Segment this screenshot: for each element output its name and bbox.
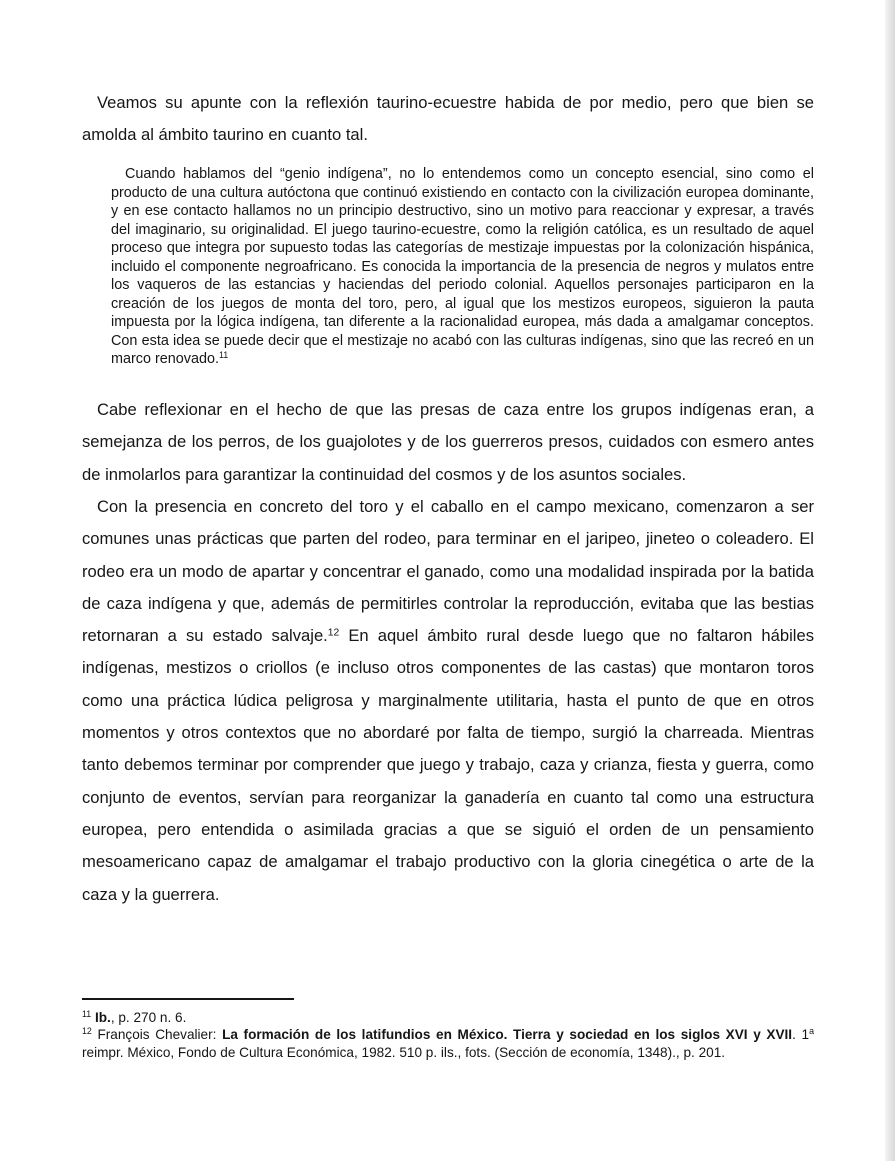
footnote-11 xyxy=(82,1009,814,1027)
footnote-12-edition-ordinal: a xyxy=(809,1026,814,1037)
footnote-12-edition: . 1 xyxy=(792,1027,810,1042)
paragraph-hunting xyxy=(82,394,814,491)
block-quote xyxy=(111,165,814,369)
paragraph-intro-text: Veamos su apunte con la reflexión taurino-ecuestre habida de por medio, pero que bien se amolda al ámbito taurino en cuanto tal. xyxy=(82,93,814,145)
footnote-12-number: 12 xyxy=(82,1026,92,1037)
page-edge-shadow xyxy=(885,0,895,1161)
footnote-12-author: François Chevalier: xyxy=(91,1027,223,1042)
footnote-ref-11[interactable]: 11 xyxy=(219,350,229,361)
footnote-11-number: 11 xyxy=(82,1009,92,1020)
paragraph-rodeo xyxy=(82,491,814,911)
footnote-12-title: La formación de los latifundios en México. Tierra y sociedad en los siglos XVI y XVII xyxy=(222,1027,793,1042)
paragraph-hunting-text: Cabe reflexionar en el hecho de que las presas de caza entre los grupos indígenas eran, a semejanza de los perros, de los guajolotes y de los guerreros presos, cuidados con esmero antes de inmolarlos para garantizar la continuidad del cosmos y de los asuntos sociales. xyxy=(82,400,814,484)
paragraph-rodeo-text-b: En aquel ámbito rural desde luego que no faltaron hábiles indígenas, mestizos o criollos (e incluso otros componentes de las castas) que montaron toros como una práctica lúdica peligrosa y marginalmente utilitaria, hasta el punto de que en otros momentos y otros contextos que no abordaré por falta de tiempo, surgió la charreada. Mientras tanto debemos terminar por comprender que juego y trabajo, caza y crianza, fiesta y guerra, como conjunto de eventos, servían para reorganizar la ganadería en cuanto tal como una estructura europea, pero entendida o asimilada gracias a que se siguió el orden de un pensamiento mesoamericano capaz de amalgamar el trabajo productivo con la gloria cinegética o arte de la caza y la guerrera. xyxy=(82,626,815,904)
block-quote-text: Cuando hablamos del “genio indígena”, no lo entendemos como un concepto esencial, sino como el producto de una cultura autóctona que continuó existiendo en contacto con la civilización europea dominante, y en ese contacto hallamos no un principio destructivo, sino un motivo para reaccionar y expresar, a través del imaginario, su originalidad. El juego taurino-ecuestre, como la religión católica, es un resultado de aquel proceso que integra por supuesto todas las categorías de mestizaje impuestas por la colonización hispánica, incluido el componente negroafricano. Es conocida la importancia de la presencia de negros y mulatos entre los vaqueros de las estancias y haciendas del periodo colonial. Aquellos personajes participaron en la creación de los juegos de monta del toro, pero, al igual que los mestizos europeos, siguieron la pauta impuesta por la lógica indígena, tan diferente a la racionalidad europea, más dada a amalgamar conceptos. Con esta idea se puede decir que el mestizaje no acabó con las culturas indígenas, sino que las recreó en un marco renovado. xyxy=(111,166,814,367)
footnote-11-ibid: Ib. xyxy=(94,1010,111,1025)
footnote-12 xyxy=(82,1026,814,1061)
footnote-12-text: reimpr. México, Fondo de Cultura Económica, 1982. 510 p. ils., fots. (Sección de economía, 1348)., p. 201. xyxy=(82,1044,726,1060)
paragraph-intro xyxy=(82,87,814,152)
footnote-ref-12[interactable]: 12 xyxy=(327,627,340,639)
footnote-separator xyxy=(82,998,294,1000)
footnote-11-text: , p. 270 n. 6. xyxy=(110,1010,187,1025)
paragraph-rodeo-text-a: Con la presencia en concreto del toro y el caballo en el campo mexicano, comenzaron a ser comunes unas prácticas que parten del rodeo, para terminar en el jaripeo, jineteo o coleadero. El rodeo era un modo de apartar y concentrar el ganado, como una modalidad inspirada por la batida de caza indígena y que, además de permitirles controlar la reproducción, evitaba que las bestias retornaran a su estado salvaje. xyxy=(82,497,814,646)
